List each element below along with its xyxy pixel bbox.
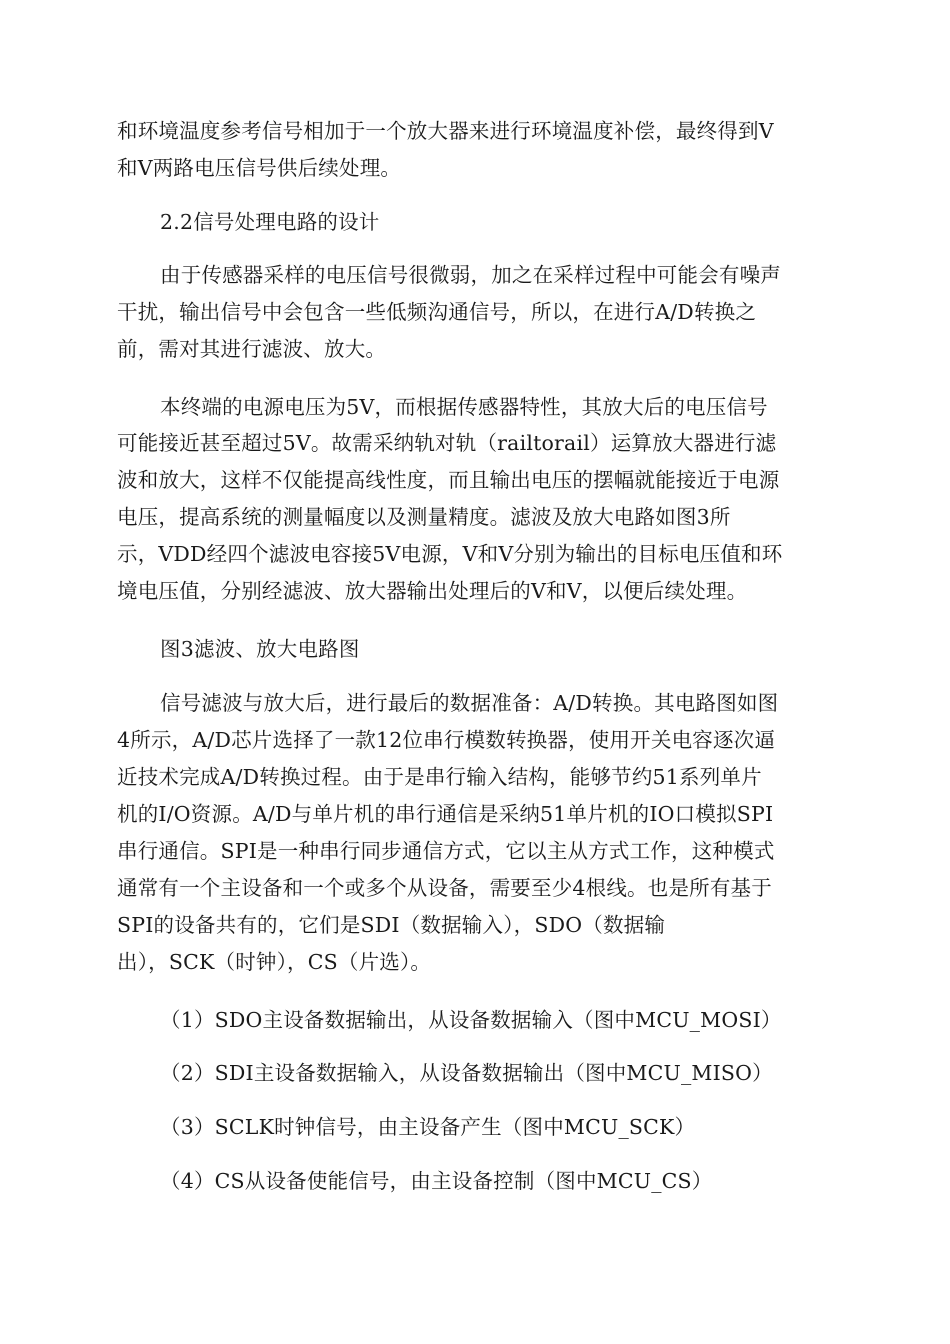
- list-item: （1）SDO主设备数据输出，从设备数据输入（图中MCU_MOSI）: [160, 1008, 782, 1032]
- paragraph-line: 信号滤波与放大后，进行最后的数据准备：A/D转换。其电路图如图: [160, 691, 779, 715]
- paragraph-line: 可能接近甚至超过5V。故需采纳轨对轨（railtorail）运算放大器进行滤: [117, 431, 777, 455]
- list-item: （3）SCLK时钟信号，由主设备产生（图中MCU_SCK）: [160, 1115, 696, 1139]
- paragraph-line: 由于传感器采样的电压信号很微弱，加之在采样过程中可能会有噪声: [160, 263, 781, 287]
- section-heading: 2.2信号处理电路的设计: [160, 210, 380, 234]
- paragraph-line: 本终端的电源电压为5V，而根据传感器特性，其放大后的电压信号: [160, 395, 768, 419]
- list-item: （2）SDI主设备数据输入，从设备数据输出（图中MCU_MISO）: [160, 1061, 773, 1085]
- paragraph-line: 示，VDD经四个滤波电容接5V电源，V和V分别为输出的目标电压值和环: [117, 542, 783, 566]
- list-item: （4）CS从设备使能信号，由主设备控制（图中MCU_CS）: [160, 1169, 713, 1193]
- paragraph-line: 前，需对其进行滤波、放大。: [117, 337, 387, 361]
- paragraph-line: 电压，提高系统的测量幅度以及测量精度。滤波及放大电路如图3所: [117, 505, 731, 529]
- paragraph-line: 机的I/O资源。A/D与单片机的串行通信是采纳51单片机的IO口模拟SPI: [117, 802, 774, 826]
- paragraph-line: 波和放大，这样不仅能提高线性度，而且输出电压的摆幅就能接近于电源: [117, 468, 780, 492]
- paragraph-line: 和环境温度参考信号相加于一个放大器来进行环境温度补偿，最终得到V: [117, 119, 774, 143]
- figure-caption: 图3滤波、放大电路图: [160, 637, 360, 661]
- paragraph-line: 和V两路电压信号供后续处理。: [117, 156, 402, 180]
- paragraph-line: 境电压值，分别经滤波、放大器输出处理后的V和V，以便后续处理。: [117, 579, 748, 603]
- paragraph-line: 干扰，输出信号中会包含一些低频沟通信号，所以，在进行A/D转换之: [117, 300, 757, 324]
- paragraph-line: 出），SCK（时钟），CS（片选）。: [117, 950, 432, 974]
- paragraph-line: 近技术完成A/D转换过程。由于是串行输入结构，能够节约51系列单片: [117, 765, 762, 789]
- paragraph-line: 串行通信。SPI是一种串行同步通信方式，它以主从方式工作，这种模式: [117, 839, 775, 863]
- paragraph-line: 通常有一个主设备和一个或多个从设备，需要至少4根线。也是所有基于: [117, 876, 772, 900]
- paragraph-line: 4所示，A/D芯片选择了一款12位串行模数转换器，使用开关电容逐次逼: [117, 728, 776, 752]
- paragraph-line: SPI的设备共有的，它们是SDI（数据输入），SDO（数据输: [117, 913, 666, 937]
